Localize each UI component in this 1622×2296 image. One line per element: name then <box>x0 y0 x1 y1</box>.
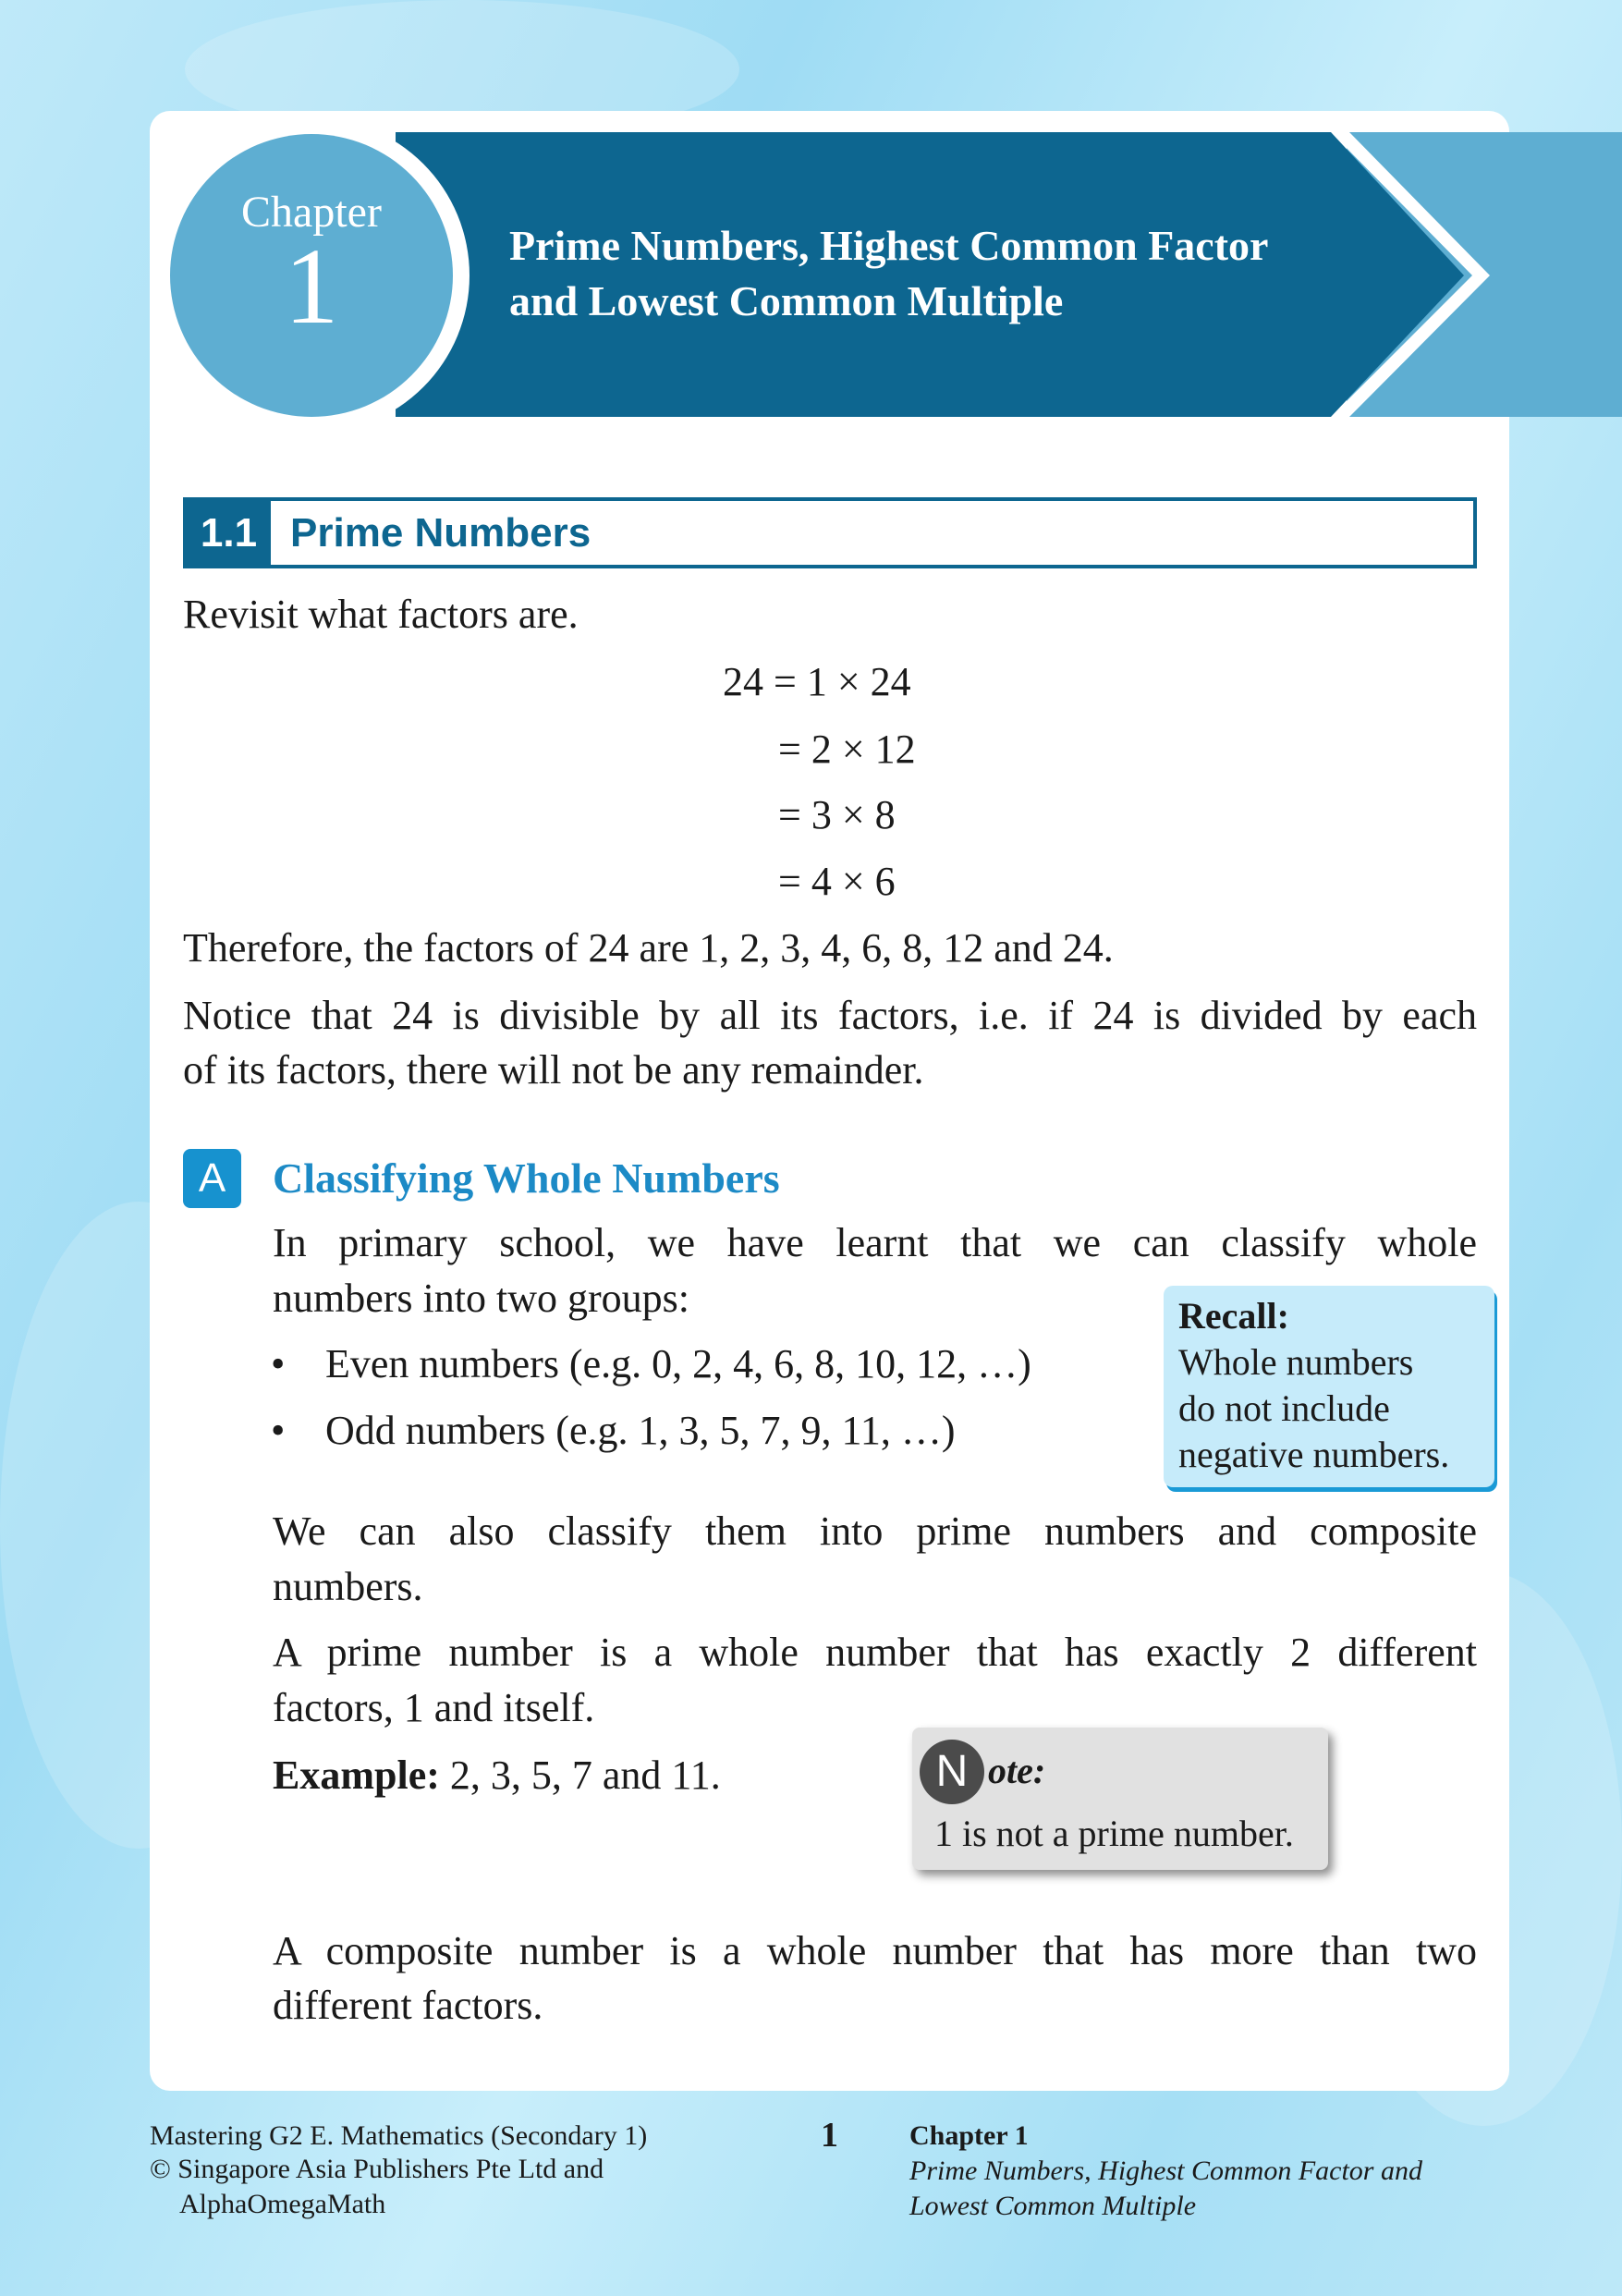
section-title: Prime Numbers <box>290 510 591 556</box>
subsection-title: Classifying Whole Numbers <box>273 1154 780 1202</box>
example-text <box>273 1748 721 1803</box>
equation: 24 = 1 × 24 <box>723 659 911 704</box>
section-number: 1.1 <box>187 501 271 565</box>
footer-copyright: © Singapore Asia Publishers Pte Ltd and <box>150 2154 604 2184</box>
prime-line: A prime number is a whole number that has exactly 2 different <box>273 1630 1477 1675</box>
equation: = 2 × 12 <box>778 727 916 772</box>
note-n-icon: N <box>920 1740 984 1804</box>
equation: = 4 × 6 <box>778 859 896 904</box>
notice-line: of its factors, there will not be any remainder. <box>183 1047 924 1093</box>
composite-line: different factors. <box>273 1983 543 2028</box>
also-line: numbers. <box>273 1564 423 1609</box>
chapter-title-line: and Lowest Common Multiple <box>509 277 1064 324</box>
recall-title: Recall: <box>1178 1295 1289 1337</box>
footer-chapter-title: Lowest Common Multiple <box>909 2191 1197 2221</box>
bullet-icon: • <box>271 1408 286 1453</box>
classify-line: In primary school, we have learnt that we can classify whole <box>273 1220 1477 1265</box>
recall-box <box>1164 1286 1494 1487</box>
notice-line: Notice that 24 is divisible by all its factors, i.e. if 24 is divided by each <box>183 993 1477 1038</box>
section-header <box>183 497 1477 568</box>
prime-line: factors, 1 and itself. <box>273 1685 595 1730</box>
bullet-item: Even numbers (e.g. 0, 2, 4, 6, 8, 10, 12, …) <box>325 1341 1031 1386</box>
chapter-number: 1 <box>284 226 339 347</box>
example-values: 2, 3, 5, 7 and 11. <box>439 1753 721 1798</box>
classify-line: numbers into two groups: <box>273 1276 689 1321</box>
example-label: Example: <box>273 1753 440 1798</box>
chapter-title-line: Prime Numbers, Highest Common Factor <box>509 222 1269 269</box>
factors-text: Therefore, the factors of 24 are 1, 2, 3, 4, 6, 8, 12 and 24. <box>183 925 1114 971</box>
chapter-circle <box>170 134 453 417</box>
footer-chapter: Chapter 1 <box>909 2120 1029 2151</box>
recall-line: negative numbers. <box>1178 1434 1450 1475</box>
equation: = 3 × 8 <box>778 792 896 837</box>
note-title: ote: <box>988 1750 1046 1791</box>
chapter-title <box>509 218 1268 329</box>
bullet-item: Odd numbers (e.g. 1, 3, 5, 7, 9, 11, …) <box>325 1408 956 1453</box>
composite-line: A composite number is a whole number that has more than two <box>273 1928 1477 1973</box>
footer-book: Mastering G2 E. Mathematics (Secondary 1) <box>150 2120 648 2151</box>
subsection-badge: A <box>183 1149 241 1208</box>
footer-copyright: AlphaOmegaMath <box>179 2189 386 2219</box>
recall-line: Whole numbers <box>1178 1341 1414 1383</box>
note-box <box>912 1728 1328 1870</box>
chapter-label: Chapter <box>241 188 382 237</box>
also-line: We can also classify them into prime numbers and composite <box>273 1508 1477 1554</box>
footer-chapter-title: Prime Numbers, Highest Common Factor and <box>909 2156 1422 2186</box>
intro-text: Revisit what factors are. <box>183 592 579 637</box>
bullet-icon: • <box>271 1341 286 1386</box>
recall-line: do not include <box>1178 1387 1390 1429</box>
note-text: 1 is not a prime number. <box>934 1813 1294 1854</box>
page-number: 1 <box>821 2116 838 2155</box>
